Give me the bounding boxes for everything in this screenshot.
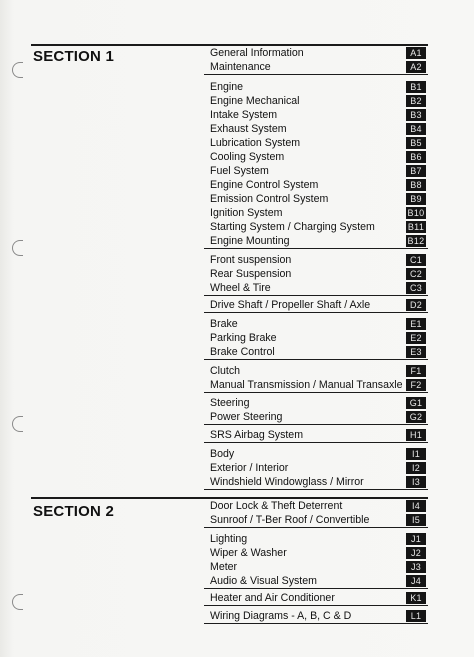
index-entry-label: Wiring Diagrams - A, B, C & D [210,610,352,622]
index-entry[interactable] [204,532,428,546]
index-entry-label: Windshield Windowglass / Mirror [210,476,364,488]
index-group [204,609,428,624]
chapter-code-tab[interactable]: B4 [406,123,426,135]
index-entry[interactable] [204,94,428,108]
index-entry[interactable] [204,192,428,206]
index-group [204,532,428,589]
index-entry[interactable] [204,298,428,312]
index-entry-label: Emission Control System [210,193,329,205]
index-entry-label: Parking Brake [210,332,277,344]
index-group [204,428,428,443]
index-entry[interactable] [204,591,428,605]
index-entry-label: Meter [210,561,238,573]
index-group [204,317,428,360]
index-entry-label: Heater and Air Conditioner [210,592,335,604]
binder-hole-3 [12,416,23,432]
chapter-code-tab[interactable]: E2 [406,332,426,344]
index-entry[interactable] [204,178,428,192]
index-entry-label: Clutch [210,365,241,377]
index-entry[interactable] [204,234,428,248]
index-entry-label: Drive Shaft / Propeller Shaft / Axle [210,299,371,311]
chapter-code-tab[interactable]: B1 [406,81,426,93]
chapter-code-tab[interactable]: B9 [406,193,426,205]
index-entry-label: Maintenance [210,61,271,73]
index-entry-label: Lubrication System [210,137,301,149]
index-entry[interactable] [204,108,428,122]
index-entry-label: Audio & Visual System [210,575,317,587]
chapter-code-tab[interactable]: D2 [406,299,426,311]
chapter-code-tab[interactable]: B8 [406,179,426,191]
chapter-code-tab[interactable]: B11 [407,222,425,232]
index-group [204,591,428,606]
index-entry-label: Power Steering [210,411,283,423]
index-group [204,447,428,490]
index-entry[interactable] [204,461,428,475]
index-entry[interactable] [204,546,428,560]
index-entry-label: Engine [210,81,243,93]
index-entry[interactable] [204,345,428,359]
index-entry[interactable] [204,560,428,574]
index-entry-label: Wheel & Tire [210,282,271,294]
chapter-code-tab[interactable]: K1 [406,592,426,604]
chapter-code-tab[interactable]: J2 [406,547,426,559]
chapter-code-tab[interactable]: I5 [406,514,426,526]
index-entry[interactable] [204,396,428,410]
index-entry-label: SRS Airbag System [210,429,304,441]
index-entry[interactable] [204,281,428,295]
index-entry[interactable] [204,513,428,527]
index-entry[interactable] [204,80,428,94]
chapter-code-tab[interactable]: B7 [406,165,426,177]
chapter-code-tab[interactable]: B5 [406,137,426,149]
index-entry-label: Door Lock & Theft Deterrent [210,500,343,512]
chapter-code-tab[interactable]: J4 [406,575,426,587]
index-entry[interactable] [204,150,428,164]
index-entry-label: Fuel System [210,165,269,177]
chapter-code-tab[interactable]: B10 [407,208,425,218]
index-entry-label: Exterior / Interior [210,462,289,474]
chapter-code-tab[interactable]: B2 [406,95,426,107]
index-entry[interactable] [204,267,428,281]
index-entry[interactable] [204,364,428,378]
index-entry-label: Cooling System [210,151,285,163]
chapter-code-tab[interactable]: E1 [406,318,426,330]
chapter-code-tab[interactable]: A1 [406,47,426,59]
index-entry-label: Engine Mounting [210,235,290,247]
chapter-code-tab[interactable]: H1 [406,429,426,441]
index-entry-label: Lighting [210,533,248,545]
chapter-code-tab[interactable]: C2 [406,268,426,280]
binder-hole-2 [12,240,23,256]
index-entry-label: Exhaust System [210,123,287,135]
chapter-code-tab[interactable]: G2 [406,411,426,423]
section-2-title: SECTION 2 [33,503,114,520]
chapter-code-tab[interactable]: C3 [406,282,426,294]
index-group [204,46,428,75]
index-entry[interactable] [204,609,428,623]
index-entry-label: Brake [210,318,238,330]
index-group [204,364,428,393]
chapter-code-tab[interactable]: E3 [406,346,426,358]
chapter-code-tab[interactable]: L1 [406,610,426,622]
index-entry-label: Ignition System [210,207,283,219]
index-entry-label: Engine Control System [210,179,319,191]
chapter-code-tab[interactable]: J1 [406,533,426,545]
index-entry[interactable] [204,122,428,136]
index-entry[interactable] [204,378,428,392]
chapter-code-tab[interactable]: F2 [406,379,426,391]
index-entry[interactable] [204,60,428,74]
index-entry-label: Front suspension [210,254,292,266]
index-entry[interactable] [204,46,428,60]
index-entry[interactable] [204,253,428,267]
chapter-code-tab[interactable]: I1 [406,448,426,460]
section-1-title: SECTION 1 [33,48,114,65]
index-entry[interactable] [204,220,428,234]
chapter-code-tab[interactable]: A2 [406,61,426,73]
chapter-code-tab[interactable]: B12 [407,236,425,246]
index-group [204,253,428,296]
index-entry[interactable] [204,447,428,461]
index-group [204,499,428,528]
index-entry-label: Intake System [210,109,278,121]
chapter-code-tab[interactable]: J3 [406,561,426,573]
index-entry-label: Brake Control [210,346,275,358]
chapter-code-tab[interactable]: C1 [406,254,426,266]
index-entry-label: Manual Transmission / Manual Transaxle [210,379,403,391]
index-entry-label: Body [210,448,235,460]
index-entry[interactable] [204,499,428,513]
index-entry[interactable] [204,410,428,424]
index-group [204,298,428,313]
chapter-code-tab[interactable]: B6 [406,151,426,163]
index-entry-label: Starting System / Charging System [210,221,375,233]
chapter-code-tab[interactable]: G1 [406,397,426,409]
index-group [204,80,428,249]
chapter-code-tab[interactable]: I4 [406,500,426,512]
binder-hole-4 [12,594,23,610]
chapter-code-tab[interactable]: I2 [406,462,426,474]
index-entry-label: Steering [210,397,250,409]
index-entry-label: Engine Mechanical [210,95,300,107]
index-entry-label: Wiper & Washer [210,547,287,559]
chapter-code-tab[interactable]: F1 [406,365,426,377]
index-entry[interactable] [204,164,428,178]
chapter-code-tab[interactable]: B3 [406,109,426,121]
index-entry-label: Rear Suspension [210,268,292,280]
index-entry[interactable] [204,331,428,345]
index-entry[interactable] [204,574,428,588]
index-entry[interactable] [204,317,428,331]
index-entry[interactable] [204,136,428,150]
index-entry-label: General Information [210,47,304,59]
index-entry[interactable] [204,428,428,442]
index-entry[interactable] [204,206,428,220]
index-entry[interactable] [204,475,428,489]
binder-hole-1 [12,62,23,78]
chapter-code-tab[interactable]: I3 [406,476,426,488]
index-group [204,396,428,425]
index-entry-label: Sunroof / T-Ber Roof / Convertible [210,514,370,526]
